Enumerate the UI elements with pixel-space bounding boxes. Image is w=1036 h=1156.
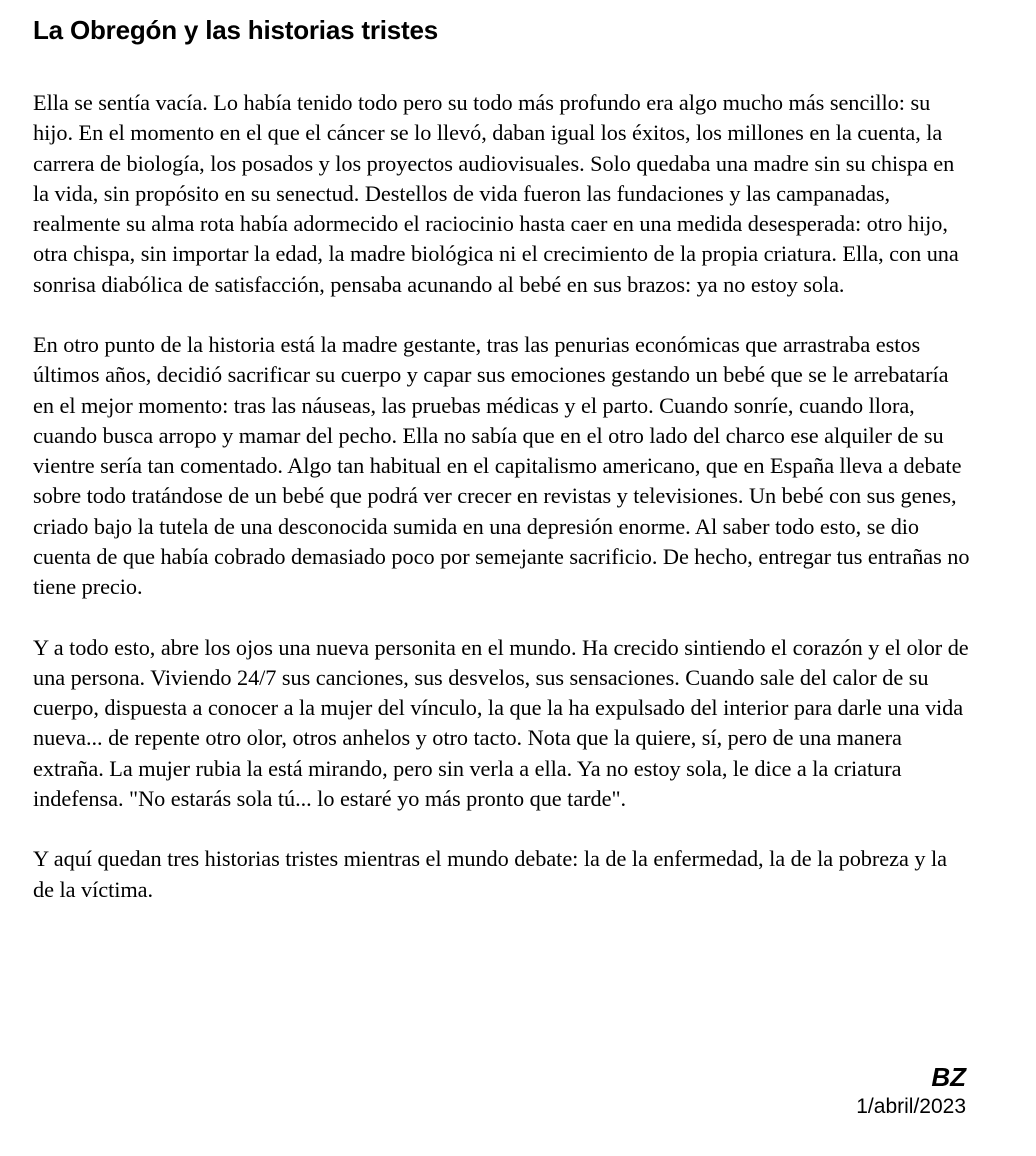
paragraph-2: En otro punto de la historia está la madre gestante, tras las penurias económicas que arrastraba estos últimos años, decidió sacrificar su cuerpo y capar sus emociones gestando un bebé que se le arrebataría en el mejor momento: tras las náuseas, las pruebas médicas y el parto. Cuando sonríe, cuando llora, cuando busca arropo y mamar del pecho. Ella no sabía que en el otro lado del charco ese alquiler de su vientre sería tan comentado. Algo tan habitual en el capitalismo americano, que en España lleva a debate sobre todo tratándose de un bebé que podrá ver crecer en revistas y televisiones. Un bebé con sus genes, criado bajo la tutela de una desconocida sumida en una depresión enorme. Al saber todo esto, se dio cuenta de que había cobrado demasiado poco por semejante sacrificio. De hecho, entregar tus entrañas no tiene precio.: [33, 332, 970, 599]
document-page: [33, 12, 973, 935]
publication-date: 1/abril/2023: [856, 1095, 966, 1118]
document-title: La Obregón y las historias tristes: [33, 15, 438, 45]
paragraph-1: Ella se sentía vacía. Lo había tenido todo pero su todo más profundo era algo mucho más sencillo: su hijo. En el momento en el que el cáncer se lo llevó, daban igual los éxitos, los millones en la cuenta, la carrera de biología, los posados y los proyectos audiovisuales. Solo quedaba una madre sin su chispa en la vida, sin propósito en su senectud. Destellos de vida fueron las fundaciones y las campanadas, realmente su alma rota había adormecido el raciocinio hasta caer en una medida desesperada: otro hijo, otra chispa, sin importar la edad, la madre biológica ni el crecimiento de la propia criatura. Ella, con una sonrisa diabólica de satisfacción, pensaba acunando al bebé en sus brazos: ya no estoy sola.: [33, 90, 959, 297]
paragraph-3: Y a todo esto, abre los ojos una nueva personita en el mundo. Ha crecido sintiendo el corazón y el olor de una persona. Viviendo 24/7 sus canciones, sus desvelos, sus sensaciones. Cuando sale del calor de su cuerpo, dispuesta a conocer a la mujer del vínculo, la que la ha expulsado del interior para darle una vida nueva... de repente otro olor, otros anhelos y otro tacto. Nota que la quiere, sí, pero de una manera extraña. La mujer rubia la está mirando, pero sin verla a ella. Ya no estoy sola, le dice a la criatura indefensa. "No estarás sola tú... lo estaré yo más pronto que tarde".: [33, 634, 969, 811]
paragraph-4: Y aquí quedan tres historias tristes mientras el mundo debate: la de la enfermedad, la de la pobreza y la de la víctima.: [33, 846, 947, 902]
author-initials: BZ: [931, 1062, 966, 1092]
signature-block: [856, 1060, 966, 1120]
